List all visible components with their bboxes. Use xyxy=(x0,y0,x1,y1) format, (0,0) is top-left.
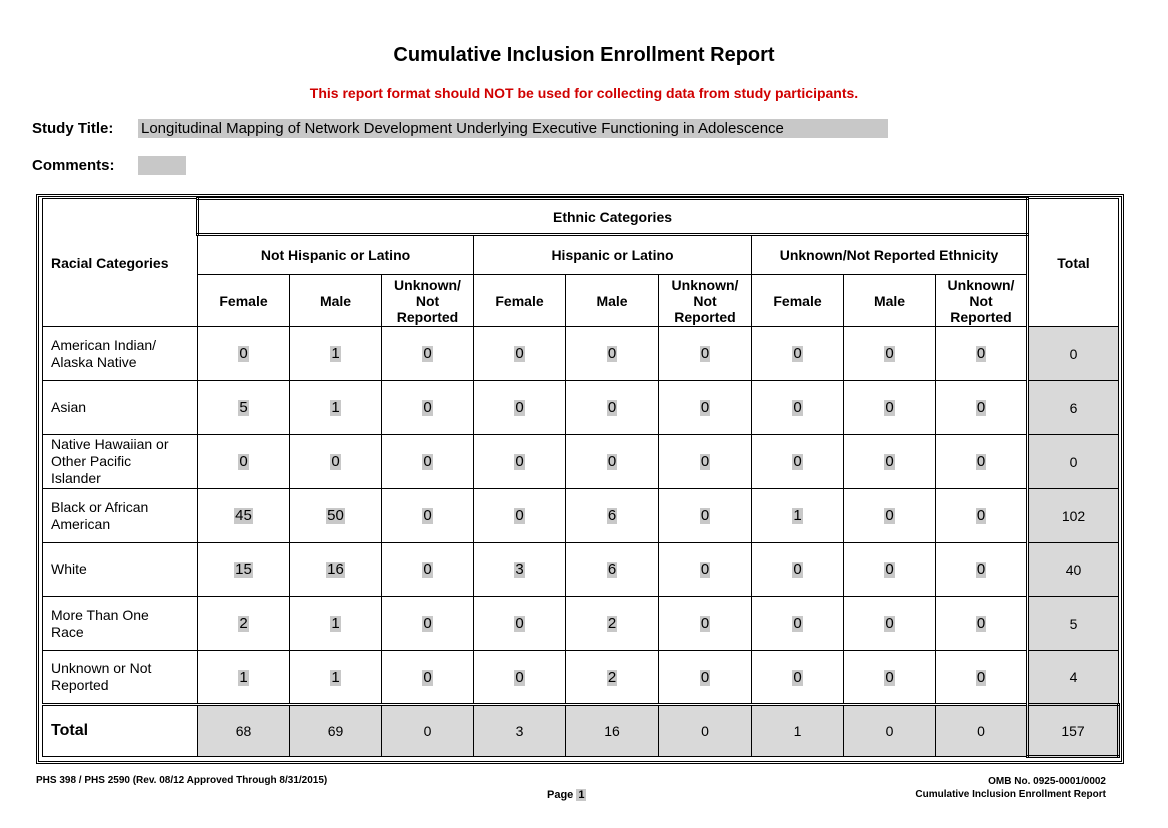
report-title: Cumulative Inclusion Enrollment Report xyxy=(393,44,775,66)
totals-label: Total xyxy=(43,705,198,757)
count-cell xyxy=(382,327,474,381)
total-column-header: Total xyxy=(1028,199,1119,327)
count-field[interactable]: 0 xyxy=(700,668,710,686)
count-field[interactable]: 1 xyxy=(793,507,802,524)
sub-header-unknown-line: Not xyxy=(969,292,993,309)
row-label xyxy=(43,435,198,489)
column-total: 0 xyxy=(936,705,1028,757)
row-label-line: White xyxy=(51,561,87,577)
totals-row xyxy=(43,705,1119,757)
count-field[interactable]: 0 xyxy=(885,668,894,686)
count-field[interactable]: 0 xyxy=(423,615,432,632)
count-field[interactable]: 0 xyxy=(885,507,894,524)
count-field[interactable]: 0 xyxy=(976,453,986,470)
sub-header-female: Female xyxy=(198,275,290,327)
count-cell xyxy=(566,651,659,705)
count-cell xyxy=(290,651,382,705)
count-cell xyxy=(474,651,566,705)
count-cell xyxy=(290,435,382,489)
count-cell xyxy=(198,543,290,597)
ethnic-categories-header: Ethnic Categories xyxy=(198,199,1028,235)
count-cell xyxy=(844,651,936,705)
count-field[interactable]: 2 xyxy=(239,615,248,632)
row-label-line: American Indian/ xyxy=(51,336,157,353)
count-cell xyxy=(752,489,844,543)
row-label xyxy=(43,489,198,543)
count-field[interactable]: 1 xyxy=(331,399,340,416)
count-field[interactable]: 0 xyxy=(331,453,340,470)
count-field[interactable]: 0 xyxy=(515,668,524,686)
table-row xyxy=(43,543,1119,597)
omb-number: OMB No. 0925-0001/0002 xyxy=(988,776,1106,787)
row-label xyxy=(43,543,198,597)
row-total: 4 xyxy=(1028,651,1119,705)
count-cell xyxy=(198,381,290,435)
row-total: 40 xyxy=(1028,543,1119,597)
count-field[interactable]: 50 xyxy=(327,507,344,524)
count-field[interactable]: 1 xyxy=(331,615,340,632)
row-total: 0 xyxy=(1028,327,1119,381)
count-cell xyxy=(936,381,1028,435)
count-field[interactable]: 0 xyxy=(607,453,617,470)
count-cell xyxy=(198,327,290,381)
sub-header-female: Female xyxy=(474,275,566,327)
sub-header-male: Male xyxy=(844,275,936,327)
column-total: 68 xyxy=(198,705,290,757)
count-field[interactable]: 0 xyxy=(976,507,986,524)
sub-header-unknown-line: Not xyxy=(415,292,440,309)
row-total: 102 xyxy=(1028,489,1119,543)
count-field[interactable]: 0 xyxy=(423,507,432,524)
count-cell xyxy=(474,327,566,381)
count-cell xyxy=(474,381,566,435)
count-cell xyxy=(752,327,844,381)
row-label xyxy=(43,651,198,705)
row-total: 0 xyxy=(1028,435,1119,489)
count-field[interactable]: 0 xyxy=(423,345,432,362)
count-field[interactable]: 0 xyxy=(423,668,432,686)
sub-header-unknown-line: Reported xyxy=(674,308,736,325)
count-field[interactable]: 0 xyxy=(239,345,248,362)
count-field[interactable]: 0 xyxy=(793,453,802,470)
sub-header-unknown-line: Reported xyxy=(396,308,459,325)
row-label-line: Black or African xyxy=(51,498,149,515)
comments-label: Comments: xyxy=(32,157,115,174)
racial-categories-header: Racial Categories xyxy=(43,199,198,327)
count-field[interactable]: 0 xyxy=(793,399,802,416)
count-field[interactable]: 6 xyxy=(607,507,617,524)
table-row xyxy=(43,327,1119,381)
study-title-field[interactable]: Longitudinal Mapping of Network Development Underlying Executive Functioning in Adolescence xyxy=(138,119,888,138)
count-cell xyxy=(290,327,382,381)
sub-header-row xyxy=(43,275,1119,327)
count-cell xyxy=(474,597,566,651)
count-cell xyxy=(844,489,936,543)
count-cell xyxy=(566,489,659,543)
count-field[interactable]: 0 xyxy=(885,615,894,632)
count-cell xyxy=(752,651,844,705)
group-header-not-hispanic: Not Hispanic or Latino xyxy=(198,235,474,275)
count-field[interactable]: 0 xyxy=(515,345,524,362)
count-cell xyxy=(198,651,290,705)
count-cell xyxy=(198,489,290,543)
count-field[interactable]: 3 xyxy=(515,561,524,578)
count-field[interactable]: 0 xyxy=(793,668,802,686)
column-total: 69 xyxy=(290,705,382,757)
comments-field[interactable] xyxy=(138,156,186,175)
count-cell xyxy=(936,651,1028,705)
page-indicator xyxy=(547,789,586,801)
count-field[interactable]: 0 xyxy=(976,399,986,416)
count-field[interactable]: 0 xyxy=(885,345,894,362)
sub-header-unknown xyxy=(382,275,474,327)
count-field[interactable]: 0 xyxy=(976,561,986,578)
column-total: 0 xyxy=(844,705,936,757)
count-field[interactable]: 2 xyxy=(607,668,617,686)
row-label-line: Reported xyxy=(51,677,109,693)
row-label xyxy=(43,327,198,381)
count-cell xyxy=(474,435,566,489)
form-id: PHS 398 / PHS 2590 (Rev. 08/12 Approved Through 8/31/2015) xyxy=(36,775,328,786)
count-field[interactable]: 5 xyxy=(239,399,248,416)
table-row xyxy=(43,597,1119,651)
count-cell xyxy=(844,543,936,597)
count-field[interactable]: 0 xyxy=(515,615,524,632)
table-row xyxy=(43,381,1119,435)
count-field[interactable]: 0 xyxy=(976,615,986,632)
count-cell xyxy=(659,327,752,381)
sub-header-unknown xyxy=(659,275,752,327)
count-cell xyxy=(566,435,659,489)
count-field[interactable]: 0 xyxy=(515,399,524,416)
count-cell xyxy=(474,543,566,597)
count-cell xyxy=(382,543,474,597)
row-label-line: Native Hawaiian or xyxy=(51,436,169,452)
sub-header-male: Male xyxy=(566,275,659,327)
count-cell xyxy=(936,597,1028,651)
row-label-line: Race xyxy=(51,623,84,640)
count-cell xyxy=(936,489,1028,543)
warning-notice: This report format should NOT be used for collecting data from study participants. xyxy=(309,85,859,101)
row-label-line: Islander xyxy=(51,470,101,486)
count-field[interactable]: 0 xyxy=(515,507,524,524)
table-row xyxy=(43,435,1119,489)
count-field[interactable]: 0 xyxy=(793,345,802,362)
count-cell xyxy=(198,597,290,651)
count-cell xyxy=(474,489,566,543)
sub-header-unknown xyxy=(936,275,1028,327)
sub-header-unknown-line: Unknown/ xyxy=(947,276,1015,293)
count-cell xyxy=(382,651,474,705)
table-row xyxy=(43,489,1119,543)
sub-header-unknown-line: Unknown/ xyxy=(671,276,739,293)
count-field[interactable]: 0 xyxy=(239,453,248,470)
count-cell xyxy=(290,543,382,597)
count-cell xyxy=(659,381,752,435)
count-cell xyxy=(844,381,936,435)
count-field[interactable]: 0 xyxy=(423,453,432,470)
count-field[interactable]: 0 xyxy=(885,561,894,578)
count-cell xyxy=(844,327,936,381)
group-header-hispanic: Hispanic or Latino xyxy=(474,235,752,275)
count-field[interactable]: 0 xyxy=(515,453,524,470)
count-field[interactable]: 0 xyxy=(607,399,617,416)
column-total: 1 xyxy=(752,705,844,757)
row-label-line: More Than One xyxy=(51,606,149,623)
count-cell xyxy=(752,435,844,489)
count-field[interactable]: 2 xyxy=(607,615,617,632)
row-label-line: Asian xyxy=(51,399,87,415)
count-cell xyxy=(844,435,936,489)
sub-header-unknown-line: Unknown/ xyxy=(394,276,461,293)
row-label-line: Unknown or Not xyxy=(51,660,152,676)
count-cell xyxy=(844,597,936,651)
count-cell xyxy=(290,381,382,435)
column-total: 3 xyxy=(474,705,566,757)
count-field[interactable]: 0 xyxy=(976,668,986,686)
row-label-line: Alaska Native xyxy=(51,353,137,370)
count-field[interactable]: 16 xyxy=(327,561,344,578)
sub-header-female: Female xyxy=(752,275,844,327)
count-cell xyxy=(566,597,659,651)
count-cell xyxy=(290,597,382,651)
count-field[interactable]: 1 xyxy=(239,668,248,686)
count-cell xyxy=(659,651,752,705)
count-cell xyxy=(659,489,752,543)
sub-header-male: Male xyxy=(290,275,382,327)
count-field[interactable]: 1 xyxy=(331,345,340,362)
column-total: 0 xyxy=(382,705,474,757)
count-field[interactable]: 0 xyxy=(423,399,432,416)
table-row xyxy=(43,651,1119,705)
count-cell xyxy=(566,543,659,597)
column-total: 16 xyxy=(566,705,659,757)
sub-header-unknown-line: Reported xyxy=(950,308,1012,325)
count-cell xyxy=(566,381,659,435)
page-number: 1 xyxy=(578,789,585,801)
count-cell xyxy=(752,543,844,597)
count-cell xyxy=(198,435,290,489)
page-label: Page xyxy=(547,789,574,801)
count-cell xyxy=(936,543,1028,597)
row-label-line: Other Pacific xyxy=(51,453,132,469)
count-cell xyxy=(752,381,844,435)
count-field[interactable]: 0 xyxy=(700,399,710,416)
count-field[interactable]: 0 xyxy=(793,561,802,578)
omb-block xyxy=(915,775,1106,801)
count-field[interactable]: 0 xyxy=(700,507,710,524)
count-field[interactable]: 0 xyxy=(885,453,894,470)
count-field[interactable]: 0 xyxy=(607,345,617,362)
count-field[interactable]: 0 xyxy=(700,453,710,470)
group-header-unknown-ethnicity: Unknown/Not Reported Ethnicity xyxy=(752,235,1028,275)
count-cell xyxy=(659,543,752,597)
count-cell xyxy=(566,327,659,381)
count-cell xyxy=(382,381,474,435)
count-field[interactable]: 15 xyxy=(235,561,252,578)
row-label xyxy=(43,381,198,435)
count-cell xyxy=(290,489,382,543)
count-cell xyxy=(382,597,474,651)
study-title-label: Study Title: xyxy=(32,120,114,137)
column-total: 0 xyxy=(659,705,752,757)
count-field[interactable]: 0 xyxy=(885,399,894,416)
row-label xyxy=(43,597,198,651)
count-field[interactable]: 0 xyxy=(700,615,710,632)
count-cell xyxy=(936,327,1028,381)
count-field[interactable]: 1 xyxy=(331,668,340,686)
count-cell xyxy=(659,435,752,489)
count-cell xyxy=(936,435,1028,489)
row-label-line: American xyxy=(51,515,111,532)
count-field[interactable]: 0 xyxy=(423,561,432,578)
enrollment-table xyxy=(42,197,1120,758)
grand-total: 157 xyxy=(1028,705,1119,757)
count-field[interactable]: 0 xyxy=(700,345,710,362)
count-cell xyxy=(382,489,474,543)
row-total: 6 xyxy=(1028,381,1119,435)
sub-header-unknown-line: Not xyxy=(693,292,717,309)
count-cell xyxy=(752,597,844,651)
count-field[interactable]: 45 xyxy=(235,507,252,524)
count-cell xyxy=(659,597,752,651)
row-total: 5 xyxy=(1028,597,1119,651)
count-field[interactable]: 0 xyxy=(700,561,710,578)
count-cell xyxy=(382,435,474,489)
count-field[interactable]: 0 xyxy=(793,615,802,632)
footer-report-name: Cumulative Inclusion Enrollment Report xyxy=(915,789,1106,800)
count-field[interactable]: 6 xyxy=(607,561,617,578)
count-field[interactable]: 0 xyxy=(976,345,986,362)
